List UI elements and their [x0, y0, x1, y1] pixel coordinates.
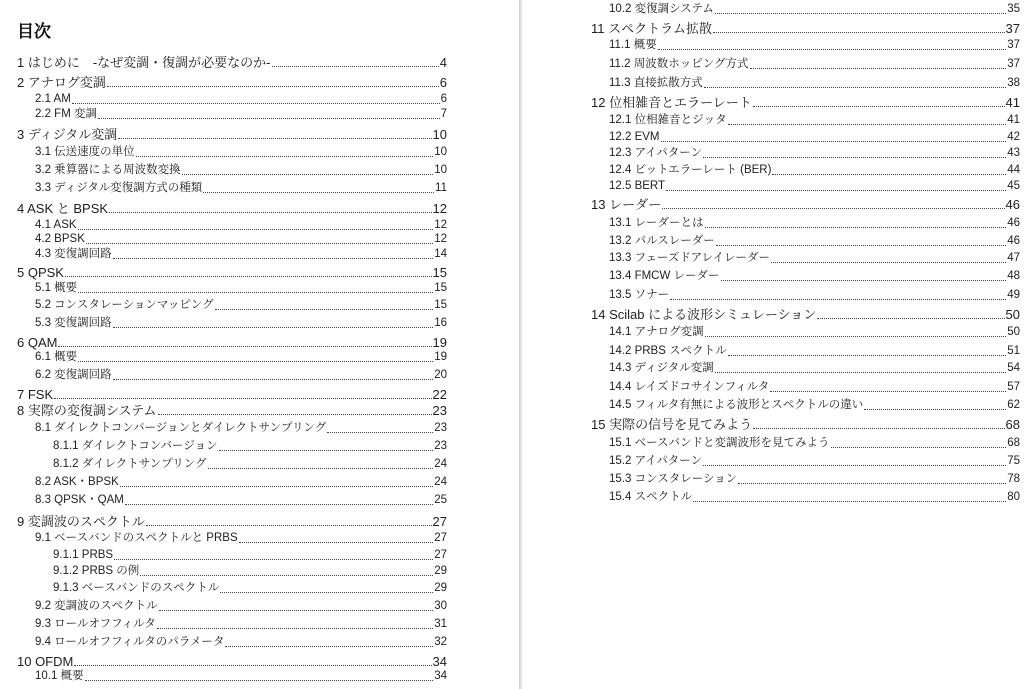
toc-entry-page: 22 [432, 386, 447, 402]
dot-leader [239, 542, 434, 543]
dot-leader [753, 428, 1004, 429]
toc-entry-page: 6 [439, 74, 447, 90]
toc-entry[interactable] [609, 327, 1020, 339]
toc-entry-label: 13.3 フェーズドアレイレーダー [609, 252, 771, 265]
toc-entry[interactable] [17, 388, 447, 401]
toc-entry[interactable] [35, 423, 447, 435]
toc-entry-label: 11.1 概要 [609, 39, 657, 52]
toc-entry-label: 3.2 乗算器による周波数変換 [35, 164, 181, 177]
toc-entry-page: 25 [434, 494, 447, 507]
toc-entry-page: 46 [1005, 196, 1020, 212]
toc-entry-label: 9.1 ベースバンドのスペクトルと PRBS [35, 532, 238, 545]
toc-entry[interactable] [35, 249, 447, 261]
toc-entry-page: 14 [434, 248, 447, 261]
toc-entry[interactable] [35, 352, 447, 364]
toc-entry-label: 14 Scilab による波形シミュレーション [591, 306, 817, 322]
toc-entry-label: 4.2 BPSK [35, 233, 85, 246]
dot-leader [327, 432, 433, 433]
dot-leader [208, 468, 434, 469]
toc-entry-label: 15.3 コンスタレーション [609, 473, 738, 486]
toc-entry-page: 10 [434, 164, 447, 177]
dot-leader [107, 86, 439, 87]
toc-entry[interactable] [53, 583, 447, 595]
toc-entry-page: 78 [1007, 473, 1020, 486]
toc-entry[interactable] [609, 181, 1020, 193]
toc-entry-label: 10.1 概要 [35, 670, 84, 683]
toc-entry-label: 4.3 変復調回路 [35, 248, 112, 261]
toc-entry-label: 2.2 FM 変調 [35, 108, 97, 121]
toc-entry-page: 37 [1005, 20, 1020, 36]
toc-entry-label: 2.1 AM [35, 93, 71, 106]
toc-entry-label: 5.3 変復調回路 [35, 317, 112, 330]
toc-entry-label: 8.1.1 ダイレクトコンバージョン [53, 440, 218, 453]
dot-leader [140, 575, 433, 576]
toc-entry-page: 11 [435, 182, 447, 195]
toc-entry[interactable] [35, 671, 447, 683]
dot-leader [715, 13, 1006, 14]
toc-entry-label: 6.2 変復調回路 [35, 369, 112, 382]
toc-entry-label: 12 位相雑音とエラーレート [591, 94, 752, 110]
toc-entry-label: 15.1 ベースバンドと変調波形を見てみよう [609, 437, 830, 450]
dot-leader [182, 174, 434, 175]
toc-entry[interactable] [609, 363, 1020, 375]
dot-leader [78, 229, 434, 230]
toc-entry-page: 80 [1007, 491, 1020, 504]
toc-entry-label: 3.3 ディジタル変復調方式の種類 [35, 182, 203, 195]
dot-leader [662, 208, 1004, 209]
toc-entry-page: 42 [1007, 131, 1020, 144]
dot-leader [158, 414, 432, 415]
toc-entry-label: 5.2 コンスタレーションマッピング [35, 299, 214, 312]
dot-leader [74, 665, 431, 666]
toc-entry-label: 9 変調波のスペクトル [17, 513, 145, 529]
toc-entry-label: 13.2 パルスレーダー [609, 235, 715, 248]
toc-entry[interactable] [591, 418, 1020, 431]
toc-entry-page: 29 [434, 565, 447, 578]
dot-leader [753, 106, 1005, 107]
dot-leader [65, 276, 432, 277]
dot-leader [704, 87, 1006, 88]
dot-leader [120, 486, 433, 487]
toc-entry[interactable] [609, 115, 1020, 127]
toc-entry-page: 15 [434, 282, 447, 295]
dot-leader [118, 138, 431, 139]
toc-entry-label: 8 実際の変復調システム [17, 402, 157, 418]
toc-entry[interactable] [591, 22, 1020, 35]
dot-leader [225, 646, 433, 647]
toc-entry[interactable] [35, 318, 447, 330]
toc-entry[interactable] [591, 96, 1020, 109]
dot-leader [78, 361, 433, 362]
toc-entry-page: 20 [434, 369, 447, 382]
toc-entry[interactable] [17, 266, 447, 279]
toc-entry-page: 7 [440, 108, 447, 121]
toc-entry-page: 43 [1007, 147, 1020, 160]
toc-entry[interactable] [17, 336, 447, 349]
toc-entry[interactable] [591, 308, 1020, 321]
toc-entry-label: 9.3 ロールオフフィルタ [35, 618, 156, 631]
toc-entry[interactable] [53, 459, 447, 471]
toc-entry-page: 27 [434, 532, 447, 545]
dot-leader [215, 309, 434, 310]
toc-entry-page: 41 [1007, 114, 1020, 127]
toc-entry-page: 46 [1007, 217, 1020, 230]
toc-entry[interactable] [609, 148, 1020, 160]
dot-leader [125, 504, 433, 505]
dot-leader [85, 680, 434, 681]
toc-entry-page: 37 [1007, 39, 1020, 52]
toc-entry-page: 46 [1007, 235, 1020, 248]
toc-entry[interactable] [609, 132, 1020, 144]
toc-entry-page: 35 [1007, 3, 1020, 16]
toc-entry-page: 12 [434, 219, 447, 232]
dot-leader [146, 525, 432, 526]
toc-entry[interactable] [609, 40, 1020, 52]
dot-leader [58, 346, 431, 347]
toc-entry[interactable] [35, 477, 447, 489]
toc-entry[interactable] [35, 601, 447, 613]
toc-entry[interactable] [35, 147, 447, 159]
toc-entry-page: 57 [1007, 381, 1020, 394]
toc-entry[interactable] [35, 637, 447, 649]
toc-entry-page: 24 [434, 476, 447, 489]
toc-entry-page: 68 [1007, 437, 1020, 450]
dot-leader [750, 68, 1007, 69]
toc-entry-page: 41 [1005, 94, 1020, 110]
toc-entry[interactable] [17, 56, 447, 69]
toc-entry-page: 49 [1007, 289, 1020, 302]
toc-entry-page: 30 [434, 600, 447, 613]
toc-entry-label: 11.3 直接拡散方式 [609, 77, 703, 90]
toc-entry-page: 62 [1007, 399, 1020, 412]
toc-entry-label: 9.4 ロールオフフィルタのパラメータ [35, 636, 225, 649]
toc-entry-label: 14.2 PRBS スペクトル [609, 345, 727, 358]
dot-leader [113, 258, 434, 259]
dot-leader [666, 190, 1006, 191]
toc-entry[interactable] [17, 404, 447, 417]
toc-entry-page: 23 [434, 422, 447, 435]
toc-entry-label: 14.4 レイズドコサインフィルタ [609, 381, 770, 394]
toc-entry[interactable] [609, 346, 1020, 358]
toc-entry[interactable] [35, 165, 447, 177]
toc-entry[interactable] [35, 533, 447, 545]
toc-entry-label: 6 QAM [17, 334, 58, 350]
toc-entry[interactable] [609, 218, 1020, 230]
toc-entry-page: 34 [432, 653, 447, 669]
toc-entry-page: 16 [434, 317, 447, 330]
dot-leader [109, 212, 431, 213]
toc-entry-page: 6 [440, 93, 447, 106]
dot-leader [272, 66, 439, 67]
toc-entry-page: 38 [1007, 77, 1020, 90]
toc-entry-page: 29 [434, 582, 447, 595]
dot-leader [220, 592, 433, 593]
toc-entry-page: 19 [432, 334, 447, 350]
dot-leader [670, 299, 1006, 300]
toc-entry-label: 5.1 概要 [35, 282, 78, 295]
toc-entry[interactable] [35, 495, 447, 507]
dot-leader [728, 355, 1007, 356]
dot-leader [864, 409, 1006, 410]
dot-leader [703, 157, 1006, 158]
toc-entry-page: 27 [432, 513, 447, 529]
dot-leader [54, 398, 431, 399]
toc-entry[interactable] [609, 59, 1020, 71]
toc-entry[interactable] [35, 109, 447, 121]
toc-entry-page: 37 [1007, 58, 1020, 71]
toc-entry[interactable] [609, 4, 1020, 16]
toc-entry[interactable] [609, 438, 1020, 450]
toc-entry-label: 3.1 伝送速度の単位 [35, 146, 135, 159]
dot-leader [705, 227, 1007, 228]
toc-entry-page: 45 [1007, 180, 1020, 193]
toc-entry-label: 4 ASK と BPSK [17, 200, 109, 216]
toc-entry-page: 12 [432, 200, 447, 216]
dot-leader [661, 141, 1007, 142]
toc-entry-page: 48 [1007, 270, 1020, 283]
toc-entry[interactable] [17, 128, 447, 141]
dot-leader [658, 49, 1006, 50]
toc-entry-page: 15 [434, 299, 447, 312]
toc-entry-label: 11 スペクトラム拡散 [591, 20, 712, 36]
dot-leader [219, 450, 434, 451]
dot-leader [721, 280, 1007, 281]
toc-entry-label: 7 FSK [17, 386, 54, 402]
toc-entry-label: 15.2 アイパターン [609, 455, 703, 468]
toc-entry-page: 23 [432, 402, 447, 418]
toc-entry-label: 12.4 ビットエラーレート (BER) [609, 164, 772, 177]
dot-leader [703, 465, 1006, 466]
dot-leader [771, 262, 1006, 263]
toc-entry[interactable] [35, 619, 447, 631]
toc-entry[interactable] [609, 290, 1020, 302]
toc-entry[interactable] [609, 382, 1020, 394]
toc-entry-label: 15.4 スペクトル [609, 491, 693, 504]
toc-entry-page: 54 [1007, 362, 1020, 375]
toc-entry-page: 68 [1005, 416, 1020, 432]
toc-entry-label: 8.2 ASK・BPSK [35, 476, 119, 489]
toc-entry-page: 19 [434, 351, 447, 364]
toc-entry-label: 4.1 ASK [35, 219, 77, 232]
toc-entry-page: 24 [434, 458, 447, 471]
dot-leader [738, 483, 1006, 484]
toc-entry-label: 10.2 変復調システム [609, 3, 714, 16]
toc-entry[interactable] [35, 234, 447, 246]
toc-entry-page: 34 [434, 670, 447, 683]
dot-leader [72, 103, 440, 104]
dot-leader [705, 336, 1007, 337]
toc-entry[interactable] [53, 566, 447, 578]
toc-entry-label: 2 アナログ変調 [17, 74, 106, 90]
toc-entry-label: 10 OFDM [17, 653, 74, 669]
toc-entry-label: 14.3 ディジタル変調 [609, 362, 714, 375]
toc-entry[interactable] [53, 550, 447, 562]
toc-entry-page: 32 [434, 636, 447, 649]
toc-entry[interactable] [609, 456, 1020, 468]
toc-entry-label: 14.1 アナログ変調 [609, 326, 704, 339]
toc-entry-page: 50 [1007, 326, 1020, 339]
toc-entry-page: 47 [1007, 252, 1020, 265]
toc-entry-label: 11.2 周波数ホッピング方式 [609, 58, 749, 71]
toc-entry[interactable] [609, 236, 1020, 248]
dot-leader [98, 118, 440, 119]
dot-leader [78, 292, 433, 293]
toc-title: 目次 [17, 22, 51, 41]
toc-entry[interactable] [609, 474, 1020, 486]
toc-entry-label: 8.3 QPSK・QAM [35, 494, 124, 507]
dot-leader [114, 559, 433, 560]
toc-entry-page: 27 [434, 549, 447, 562]
toc-entry[interactable] [35, 220, 447, 232]
toc-entry-label: 12.5 BERT [609, 180, 666, 193]
toc-entry[interactable] [17, 76, 447, 89]
toc-entry[interactable] [35, 370, 447, 382]
dot-leader [86, 243, 433, 244]
toc-entry[interactable] [53, 441, 447, 453]
toc-entry-label: 8.1.2 ダイレクトサンプリング [53, 458, 207, 471]
toc-entry[interactable] [609, 271, 1020, 283]
toc-entry-page: 23 [434, 440, 447, 453]
toc-entry-label: 12.2 EVM [609, 131, 660, 144]
toc-entry-page: 4 [439, 54, 447, 70]
dot-leader [728, 124, 1007, 125]
toc-entry[interactable] [35, 283, 447, 295]
toc-entry[interactable] [35, 183, 447, 195]
toc-entry-page: 10 [434, 146, 447, 159]
toc-entry[interactable] [609, 492, 1020, 504]
toc-entry-label: 1 はじめに -なぜ変調・復調が必要なのか- [17, 54, 271, 70]
toc-entry-label: 15 実際の信号を見てみよう [591, 416, 753, 432]
toc-entry-label: 14.5 フィルタ有無による波形とスペクトルの違い [609, 399, 864, 412]
dot-leader [770, 391, 1006, 392]
toc-entry-label: 12.1 位相雑音とジッタ [609, 114, 727, 127]
dot-leader [716, 245, 1006, 246]
toc-entry-label: 6.1 概要 [35, 351, 78, 364]
toc-entry-label: 5 QPSK [17, 264, 64, 280]
toc-entry[interactable] [35, 94, 447, 106]
toc-entry-label: 9.2 変調波のスペクトル [35, 600, 158, 613]
toc-entry-page: 51 [1007, 345, 1020, 358]
dot-leader [713, 32, 1005, 33]
dot-leader [693, 501, 1006, 502]
dot-leader [136, 156, 434, 157]
dot-leader [113, 379, 434, 380]
toc-entry[interactable] [609, 78, 1020, 90]
toc-entry-label: 13.4 FMCW レーダー [609, 270, 720, 283]
toc-entry-label: 9.1.3 ベースバンドのスペクトル [53, 582, 220, 595]
toc-entry-label: 13.1 レーダーとは [609, 217, 704, 230]
toc-entry[interactable] [609, 253, 1020, 265]
dot-leader [831, 447, 1007, 448]
toc-entry-label: 12.3 アイパターン [609, 147, 703, 160]
toc-entry-label: 9.1.1 PRBS [53, 549, 114, 562]
dot-leader [772, 174, 1006, 175]
toc-entry-page: 44 [1007, 164, 1020, 177]
dot-leader [715, 372, 1007, 373]
dot-leader [159, 610, 434, 611]
toc-entry[interactable] [609, 400, 1020, 412]
toc-entry-label: 9.1.2 PRBS の例 [53, 565, 140, 578]
toc-entry[interactable] [17, 202, 447, 215]
dot-leader [113, 327, 434, 328]
toc-entry-label: 3 ディジタル変調 [17, 126, 118, 142]
toc-entry[interactable] [609, 165, 1020, 177]
toc-entry[interactable] [35, 300, 447, 312]
dot-leader [817, 318, 1004, 319]
toc-entry[interactable] [591, 198, 1020, 211]
toc-entry[interactable] [17, 655, 447, 668]
toc-entry-page: 15 [432, 264, 447, 280]
dot-leader [203, 192, 434, 193]
dot-leader [157, 628, 433, 629]
toc-entry-label: 13 レーダー [591, 196, 662, 212]
toc-entry[interactable] [17, 515, 447, 528]
toc-entry-page: 75 [1007, 455, 1020, 468]
toc-page-right [522, 0, 1024, 689]
toc-entry-label: 13.5 ソナー [609, 289, 670, 302]
toc-entry-page: 50 [1005, 306, 1020, 322]
toc-entry-page: 31 [434, 618, 447, 631]
toc-entry-label: 8.1 ダイレクトコンバージョンとダイレクトサンプリング [35, 422, 327, 435]
toc-entry-page: 10 [432, 126, 447, 142]
toc-entry-page: 12 [434, 233, 447, 246]
